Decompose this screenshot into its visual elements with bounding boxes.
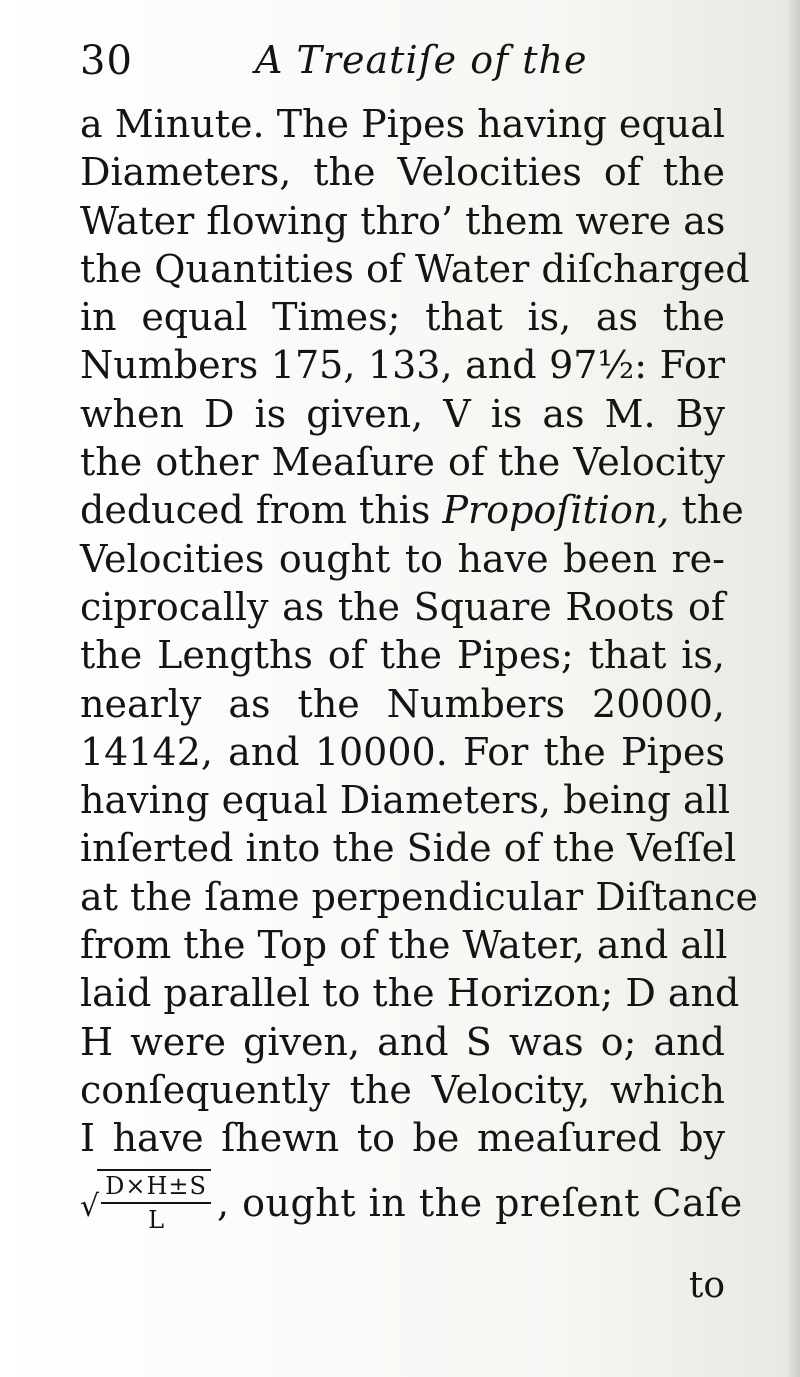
text-line: ciprocally as the Square Roots of <box>80 584 725 629</box>
text-line: having equal Diameters, being all <box>80 778 730 823</box>
text-line: inſerted into the Side of the Veſſel <box>80 826 737 871</box>
text-line: nearly as the Numbers 20000, <box>80 681 725 726</box>
page-edge-shadow <box>786 0 800 1377</box>
text-line: Water flowing thro’ them were as <box>80 198 726 243</box>
formula-fraction <box>101 1172 211 1234</box>
body-text <box>80 100 759 1239</box>
running-title: A Treatiſe of the <box>255 38 588 82</box>
text-line: I have ſhewn to be meaſured by <box>80 1116 725 1161</box>
text-line: conſequently the Velocity, which <box>80 1067 725 1112</box>
text-segment: , ought in the preſent Caſe <box>216 1180 743 1225</box>
text-line: from the Top of the Water, and all <box>80 923 728 968</box>
formula-denominator: L <box>148 1205 165 1234</box>
text-line: a Minute. The Pipes having equal <box>80 102 725 146</box>
formula-line <box>80 1167 743 1239</box>
text-line: Velocities ought to have been re- <box>80 536 725 581</box>
text-line: the Quantities of Water diſcharged <box>80 246 750 291</box>
text-line: laid parallel to the Horizon; D and <box>80 971 740 1016</box>
page-header <box>80 32 720 96</box>
velocity-formula <box>80 1172 211 1234</box>
vinculum-bar <box>97 1169 211 1171</box>
text-line: H were given, and S was o; and <box>80 1019 725 1064</box>
catchword: to <box>688 1265 725 1306</box>
text-line: in equal Times; that is, as the <box>80 295 725 340</box>
text-line <box>80 486 744 534</box>
italic-word-proposition: Propoſition, <box>442 488 670 533</box>
page-number: 30 <box>80 38 133 84</box>
text-line: Numbers 175, 133, and 97½: For <box>80 343 725 388</box>
text-line: when D is given, V is as M. By <box>80 391 725 436</box>
text-line: 14142, and 10000. For the Pipes <box>80 729 725 774</box>
square-root-sign: √ <box>80 1189 100 1225</box>
text-line: Diameters, the Velocities of the <box>80 150 725 195</box>
text-segment: deduced from this <box>80 488 443 533</box>
text-line: the Lengths of the Pipes; that is, <box>80 633 725 678</box>
text-line: at the ſame perpendicular Diſtance <box>80 874 759 919</box>
text-line: the other Meaſure of the Velocity <box>80 440 725 485</box>
formula-numerator: D×H±S <box>101 1172 211 1204</box>
text-segment: the <box>669 488 744 533</box>
